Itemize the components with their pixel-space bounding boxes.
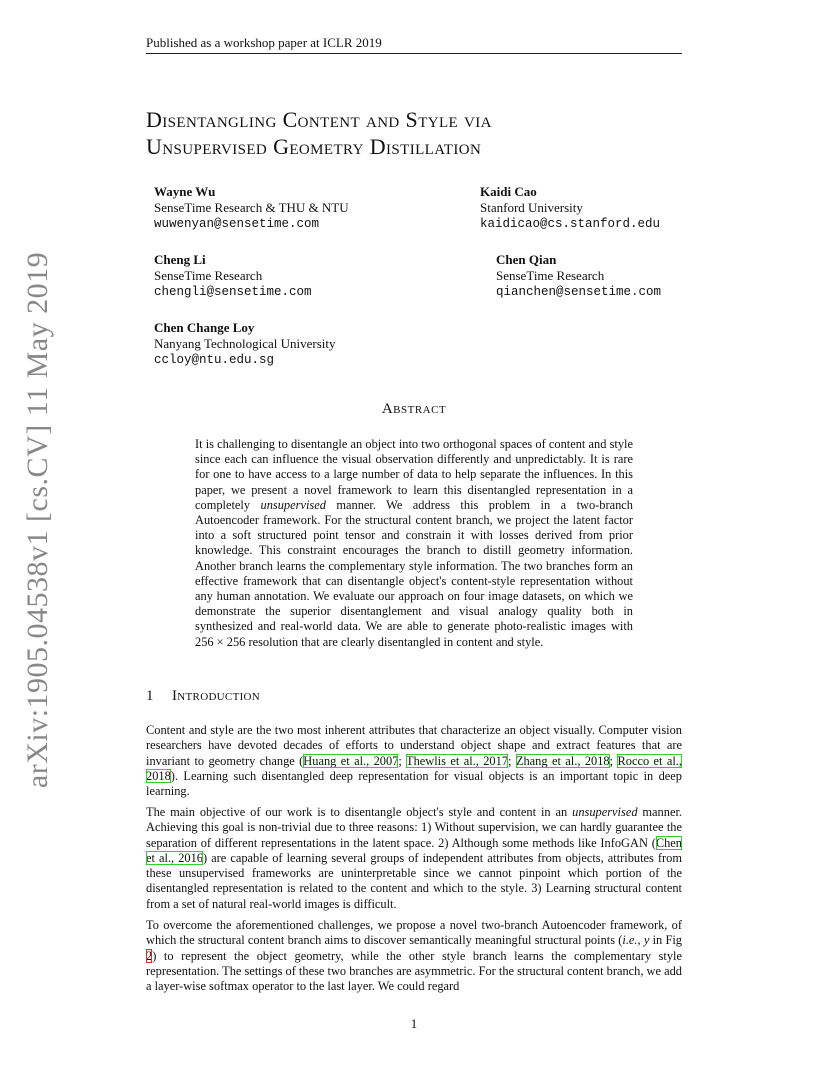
author-name: Cheng Li (154, 252, 206, 267)
paragraph-text: ) are capable of learning several groups of independent attributes from objects, attributes from these unsupervised frameworks are uninterpretable since we cannot pinpoint which portion of the disentangled representation is related to the content and which to the style. 3) Learning structural content from a set of natural real-world images is difficult. (146, 850, 682, 911)
abstract-text: It is challenging to disentangle an object into two orthogonal spaces of content and style since each can influence the visual observation differently and unpredictably. It is rare for one to have access to a large number of data to help separate the influences. In this paper, we present a novel framework to learn this disentangled representation in a completely (195, 437, 633, 512)
citation-link[interactable]: Thewlis et al., 2017 (406, 753, 509, 768)
author-email[interactable]: chengli@sensetime.com (154, 285, 312, 299)
author-name: Wayne Wu (154, 184, 216, 199)
paragraph-text: ; (398, 753, 407, 768)
author-block (154, 252, 312, 300)
intro-paragraph (146, 723, 682, 799)
paragraph-text: ) to represent the object geometry, while the other style branch learns the complementary style representation. The settings of these two branches are asymmetric. For the structural content branch, we add a layer-wise softmax operator to the last layer. We could regard (146, 948, 682, 994)
author-email[interactable]: kaidicao@cs.stanford.edu (480, 217, 661, 231)
author-block (154, 184, 349, 232)
author-block (154, 320, 336, 368)
author-affiliation: SenseTime Research (154, 268, 263, 283)
author-email[interactable]: ccloy@ntu.edu.sg (154, 353, 275, 367)
paper-title (146, 106, 686, 160)
author-name: Chen Qian (496, 252, 557, 267)
paragraph-text: , (637, 933, 644, 948)
section-number: 1 (146, 688, 154, 704)
author-block (480, 184, 660, 232)
paragraph-text: ; (508, 753, 516, 768)
author-name: Kaidi Cao (480, 184, 537, 199)
paragraph-text: ; (609, 753, 618, 768)
author-block (496, 252, 661, 300)
citation-link[interactable]: Huang et al., 2007 (303, 753, 399, 768)
title-line-1: Disentangling Content and Style via (146, 107, 492, 132)
section-title: Introduction (172, 688, 261, 704)
citation-link[interactable]: Rocco et al., 2018 (146, 753, 683, 783)
citation-link[interactable]: Zhang et al., 2018 (515, 753, 610, 768)
paragraph-text: ). Learning such disentangled deep representation for visual objects is an important topic in deep learning. (146, 768, 682, 799)
paragraph-text: The main objective of our work is to disentangle object's style and content in an (146, 805, 573, 819)
math-variable: y (643, 933, 650, 948)
section-heading (146, 688, 260, 705)
author-name: Chen Change Loy (154, 320, 255, 335)
page-number: 1 (410, 1016, 418, 1031)
abstract-text: manner. We address this problem in a two-branch Autoencoder framework. For the structural content branch, we project the latent factor into a soft structured point tensor and constrain it with losses derived from prior knowledge. This constraint encourages the branch to distill geometry information. Another branch learns the complementary style information. The two branches form an effective framework that can disentangle object's content-style representation without any human annotation. We evaluate our approach on four image datasets, on which we demonstrate the superior disentanglement and visual analogy quality both in synthesized and real-world data. We are able to generate photo-realistic images with 256 × 256 resolution that are clearly disentangled in content and style. (195, 497, 633, 649)
author-affiliation: SenseTime Research (496, 268, 605, 283)
intro-paragraph (146, 918, 682, 994)
abstract-heading: Abstract (381, 401, 447, 417)
author-affiliation: Stanford University (480, 200, 583, 215)
author-affiliation: SenseTime Research & THU & NTU (154, 200, 349, 215)
paragraph-text: in Fig (649, 933, 682, 948)
citation-link[interactable]: Chen et al., 2016 (146, 835, 682, 865)
author-email[interactable]: wuwenyan@sensetime.com (154, 217, 320, 231)
arxiv-stamp: arXiv:1905.04538v1 [cs.CV] 11 May 2019 (21, 251, 54, 789)
abstract-body (195, 437, 633, 650)
running-header: Published as a workshop paper at ICLR 2019 (146, 35, 382, 50)
title-line-2: Unsupervised Geometry Distillation (146, 134, 482, 159)
paragraph-text: Content and style are the two most inherent attributes that characterize an object visually. Computer vision researchers have devoted decades of efforts to understand object shape and extract features that are invariant to geometry change ( (146, 723, 682, 768)
paragraph-text: manner. Achieving this goal is non-trivial due to three reasons: 1) Without supervision, we can hardly guarantee the separation of different representations in the latent space. 2) Although some methods like InfoGAN ( (146, 805, 682, 850)
paragraph-text: To overcome the aforementioned challenges, we propose a novel two-branch Autoencoder framework, of which the structural content branch aims to discover semantically meaningful structural points ( (146, 918, 682, 948)
header-rule (146, 53, 682, 54)
paragraph-emphasis: unsupervised (572, 805, 638, 819)
paragraph-emphasis: i.e. (622, 933, 638, 948)
author-affiliation: Nanyang Technological University (154, 336, 336, 351)
intro-paragraph (146, 805, 682, 912)
figure-reference-link[interactable]: 2 (146, 948, 153, 963)
abstract-emphasis: unsupervised (260, 497, 326, 512)
author-email[interactable]: qianchen@sensetime.com (496, 285, 662, 299)
